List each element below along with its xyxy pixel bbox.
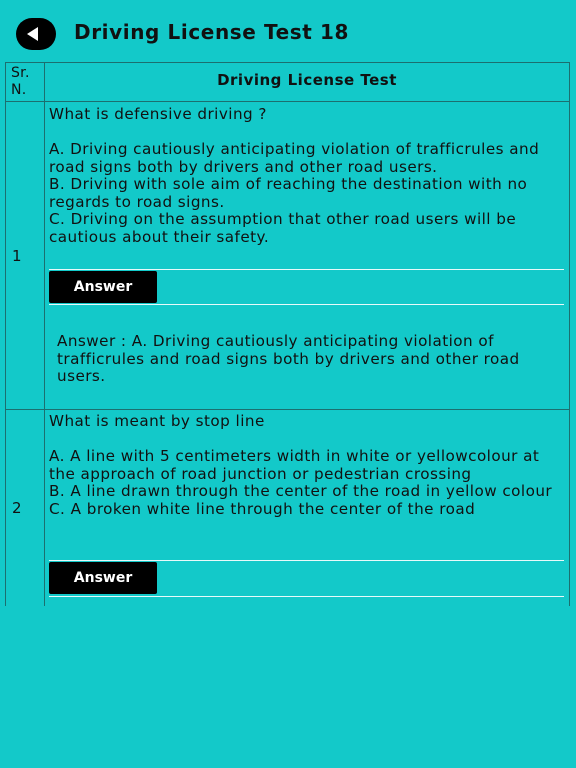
row-1-border — [6, 409, 569, 410]
header-bar — [0, 0, 576, 62]
table-top-border — [6, 62, 569, 63]
row-2-number: 2 — [12, 499, 22, 517]
question-2-text: What is meant by stop line A. A line with 5 centimeters width in white or yellowcolour at the approach of road junction or pedestrian crossing B. A line drawn through the center of the road in yellow colour C. A broken white line through the center of the road — [49, 412, 553, 518]
sr-no-header: Sr. N. — [11, 65, 30, 98]
row-2-separator-bottom — [49, 596, 564, 597]
column-divider — [44, 62, 45, 606]
column-header: Driving License Test — [217, 71, 397, 89]
back-arrow-icon — [27, 27, 38, 41]
answer-1-button[interactable]: Answer — [49, 271, 157, 303]
row-1-separator-top — [49, 269, 564, 270]
question-table — [5, 62, 570, 606]
back-button[interactable] — [16, 18, 56, 50]
row-2-separator-top — [49, 560, 564, 561]
page-title: Driving License Test 18 — [74, 20, 350, 44]
header-row-border — [6, 101, 569, 102]
answer-2-button[interactable]: Answer — [49, 562, 157, 594]
row-1-separator-bottom — [49, 304, 564, 305]
question-1-text: What is defensive driving ? A. Driving cautiously anticipating violation of trafficrules and road signs both by drivers and other road users. B. Driving with sole aim of reaching the destination with no regards to road signs. C. Driving on the assumption that other road users will be cautious about their safety. — [49, 105, 540, 246]
answer-1-text: Answer : A. Driving cautiously anticipating violation of trafficrules and road signs both by drivers and other road users. — [57, 332, 520, 385]
row-1-number: 1 — [12, 247, 22, 265]
